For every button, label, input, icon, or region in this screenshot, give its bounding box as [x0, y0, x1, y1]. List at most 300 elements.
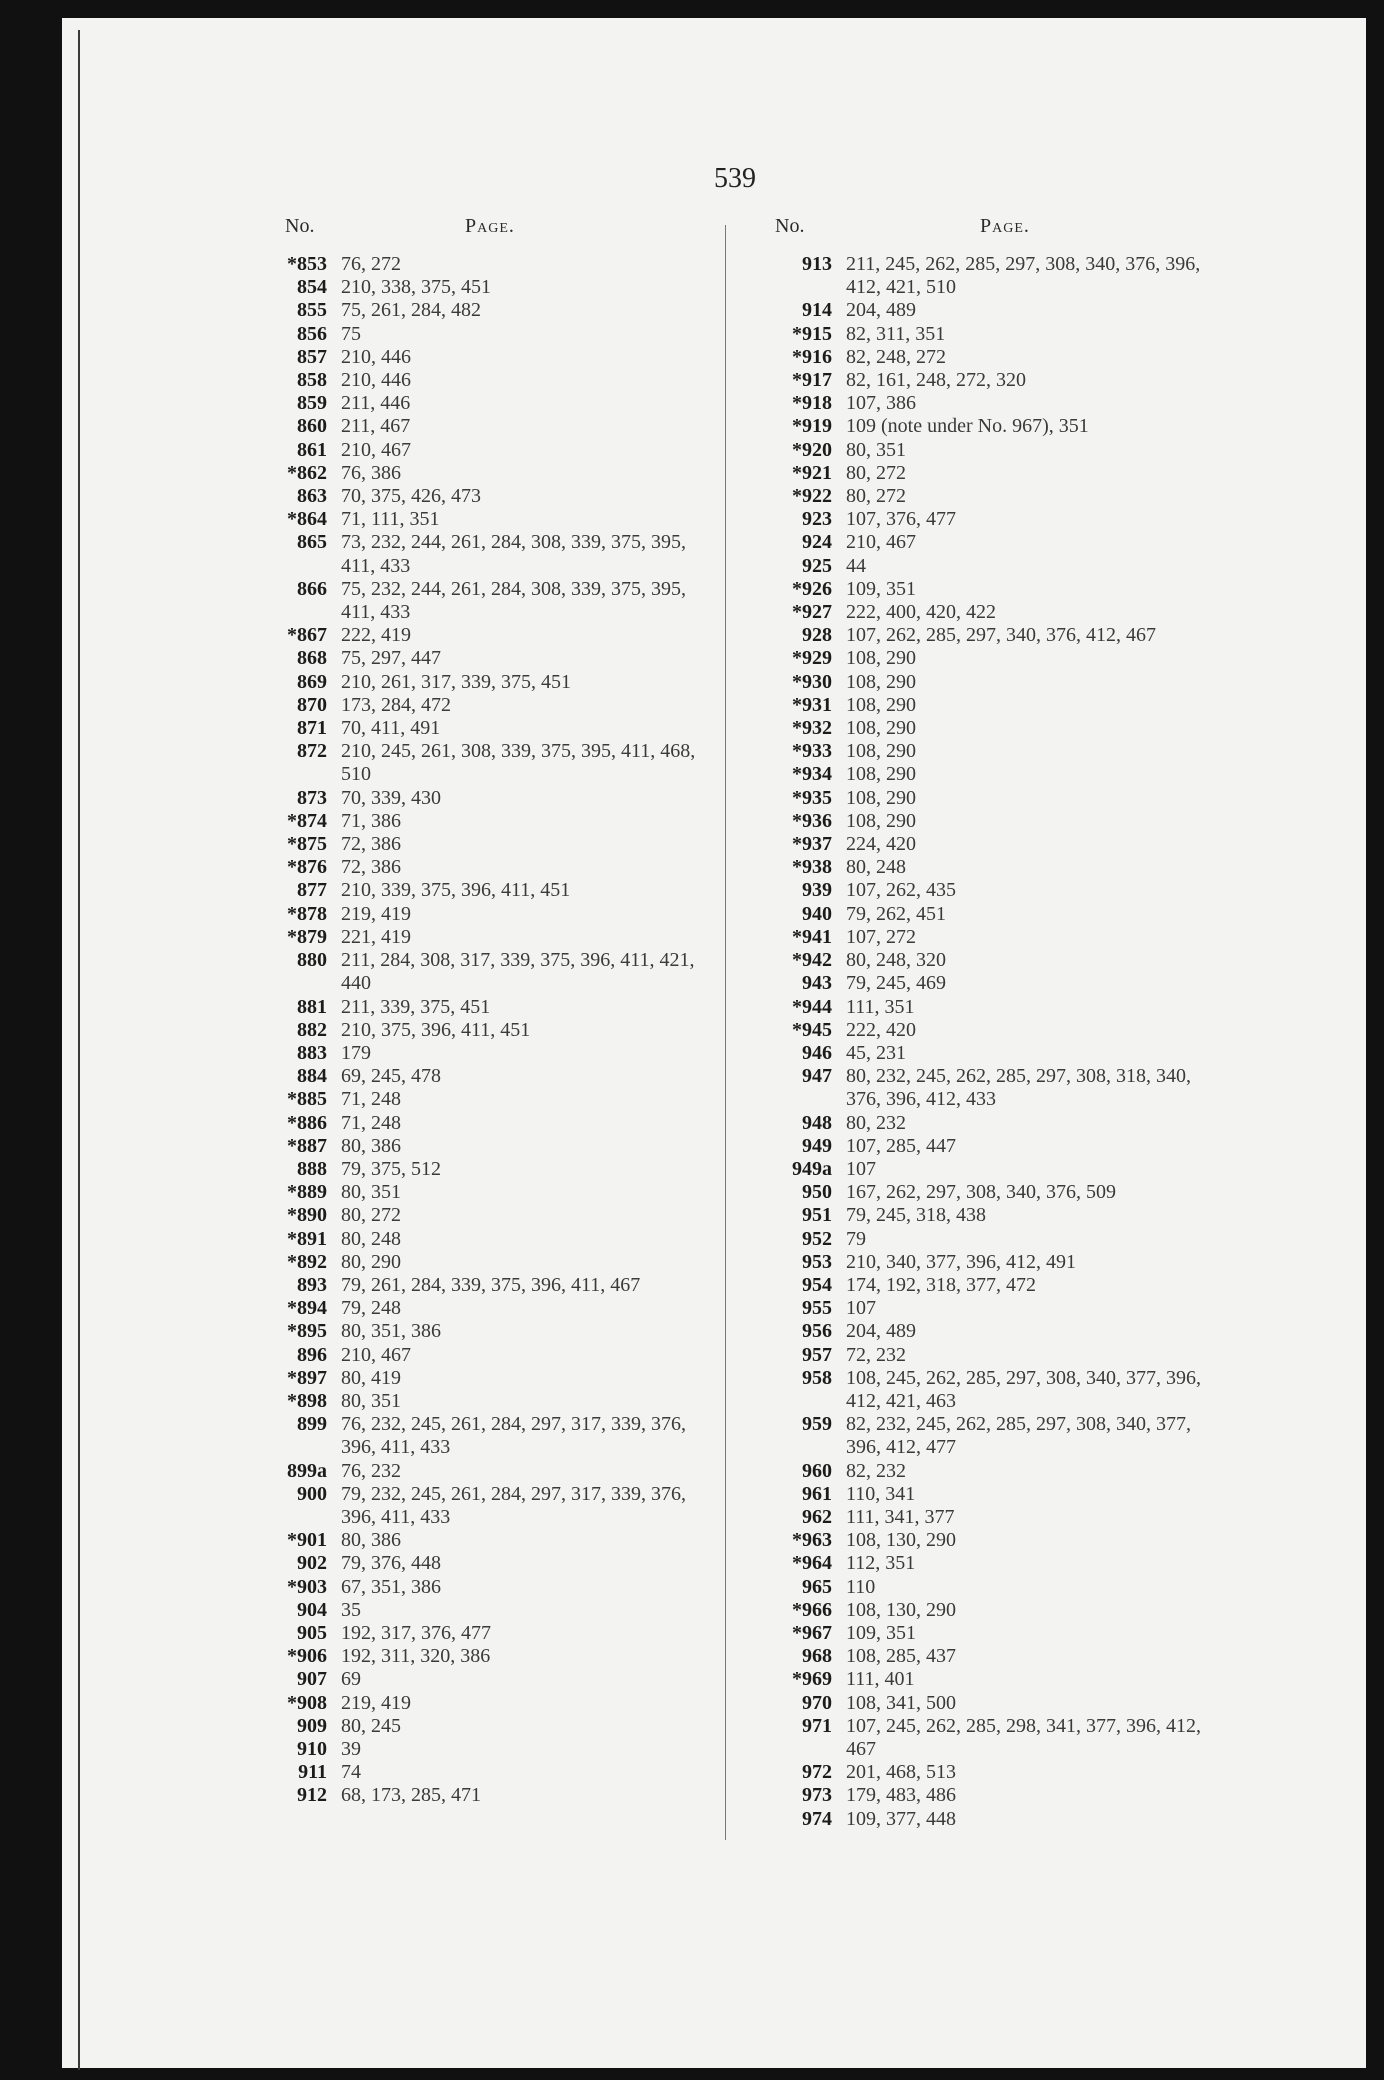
index-entry — [255, 1135, 715, 1158]
entry-pages: 211, 467 — [341, 415, 411, 438]
index-entry — [255, 1761, 715, 1784]
entry-number: *853 — [287, 253, 327, 275]
entry-number: 909 — [297, 1714, 327, 1737]
entry-pages: 69 — [341, 1668, 361, 1691]
entry-pages: 107, 245, 262, 285, 298, 341, 377, 396, 412, 467 — [846, 1714, 1201, 1760]
entry-pages: 111, 351 — [846, 995, 915, 1018]
index-entry — [255, 1529, 715, 1552]
entry-pages: 79 — [846, 1227, 866, 1250]
entry-number: *938 — [792, 856, 832, 879]
entry-pages: 79, 375, 512 — [341, 1157, 441, 1180]
entry-number: *876 — [287, 856, 327, 879]
entry-pages: 109, 351 — [846, 1621, 916, 1644]
entry-pages: 72, 386 — [341, 833, 401, 856]
index-entry — [760, 787, 1230, 810]
entry-pages: 211, 339, 375, 451 — [341, 995, 491, 1018]
index-entry — [255, 1228, 715, 1251]
entry-number: *875 — [287, 833, 327, 856]
entry-pages: 69, 245, 478 — [341, 1065, 441, 1088]
entry-pages: 80, 351 — [846, 438, 906, 461]
entry-number: 882 — [297, 1018, 327, 1041]
index-entry — [760, 439, 1230, 462]
entry-pages: 79, 245, 318, 438 — [846, 1204, 986, 1227]
entry-pages: 210, 446 — [341, 369, 411, 392]
index-entry — [255, 787, 715, 810]
entry-pages: 70, 411, 491 — [341, 717, 441, 740]
entry-pages: 108, 290 — [846, 647, 916, 670]
entry-pages: 76, 232, 245, 261, 284, 297, 317, 339, 376, 396, 411, 433 — [341, 1413, 686, 1459]
entry-number: 948 — [802, 1111, 832, 1134]
entry-number: 961 — [802, 1482, 832, 1505]
entry-number: *915 — [792, 322, 832, 345]
entry-pages: 76, 232 — [341, 1459, 401, 1482]
entry-number: *887 — [287, 1134, 327, 1157]
entry-number: 865 — [297, 531, 327, 554]
entry-pages: 70, 339, 430 — [341, 786, 441, 809]
entry-pages: 79, 262, 451 — [846, 902, 946, 925]
index-entry — [760, 879, 1230, 902]
index-entry — [255, 949, 715, 995]
entry-pages: 68, 173, 285, 471 — [341, 1784, 481, 1807]
entry-number: 952 — [802, 1227, 832, 1250]
entry-pages: 107, 285, 447 — [846, 1134, 956, 1157]
index-entry — [255, 1344, 715, 1367]
entry-number: 870 — [297, 693, 327, 716]
index-entry — [760, 1622, 1230, 1645]
entry-pages: 75, 297, 447 — [341, 647, 441, 670]
index-entry — [255, 1320, 715, 1343]
entry-number: 866 — [297, 577, 327, 600]
index-entry — [760, 1668, 1230, 1691]
entry-pages: 79, 245, 469 — [846, 972, 946, 995]
entry-number: *932 — [792, 717, 832, 740]
entry-number: 971 — [802, 1714, 832, 1737]
index-entry — [760, 462, 1230, 485]
entry-number: 940 — [802, 902, 832, 925]
entry-number: 946 — [802, 1041, 832, 1064]
index-entry — [760, 1158, 1230, 1181]
index-entry — [760, 1599, 1230, 1622]
entry-number: *927 — [792, 601, 832, 624]
entry-pages: 71, 248 — [341, 1088, 401, 1111]
entry-pages: 108, 290 — [846, 670, 916, 693]
entry-pages: 80, 272 — [846, 485, 906, 508]
index-entry — [760, 740, 1230, 763]
entry-pages: 108, 341, 500 — [846, 1691, 956, 1714]
entry-number: 858 — [297, 369, 327, 392]
entry-number: *926 — [792, 577, 832, 600]
entry-number: *916 — [792, 345, 832, 368]
entry-pages: 204, 489 — [846, 299, 916, 322]
index-entry — [760, 601, 1230, 624]
entry-number: *967 — [792, 1621, 832, 1644]
entry-number: *864 — [287, 508, 327, 531]
entry-pages: 108, 290 — [846, 740, 916, 763]
index-entry — [760, 1645, 1230, 1668]
entry-number: *889 — [287, 1181, 327, 1204]
index-entry — [760, 1065, 1230, 1111]
entry-number: *933 — [792, 740, 832, 763]
entry-pages: 174, 192, 318, 377, 472 — [846, 1273, 1036, 1296]
binding-gutter — [78, 30, 80, 2070]
entry-number: *937 — [792, 833, 832, 856]
entry-number: 861 — [297, 438, 327, 461]
entry-number: 960 — [802, 1459, 832, 1482]
header-no: No. — [775, 215, 805, 237]
entry-number: 872 — [297, 740, 327, 763]
index-entry — [255, 810, 715, 833]
entry-pages: 80, 232 — [846, 1111, 906, 1134]
index-entry — [760, 810, 1230, 833]
index-entry — [760, 996, 1230, 1019]
entry-pages: 222, 420 — [846, 1018, 916, 1041]
entry-number: *917 — [792, 369, 832, 392]
entry-number: 868 — [297, 647, 327, 670]
index-entry — [255, 1645, 715, 1668]
index-entry — [255, 485, 715, 508]
entry-pages: 80, 248 — [341, 1227, 401, 1250]
index-entry — [760, 1576, 1230, 1599]
entry-pages: 219, 419 — [341, 902, 411, 925]
entry-pages: 210, 245, 261, 308, 339, 375, 395, 411, 468, 510 — [341, 740, 696, 786]
entry-list — [255, 253, 715, 1808]
entry-number: *874 — [287, 809, 327, 832]
index-entry — [255, 694, 715, 717]
entry-pages: 107, 262, 435 — [846, 879, 956, 902]
entry-number: *930 — [792, 670, 832, 693]
entry-number: 955 — [802, 1297, 832, 1320]
index-entry — [760, 1297, 1230, 1320]
entry-number: 923 — [802, 508, 832, 531]
index-entry — [255, 1019, 715, 1042]
entry-list — [760, 253, 1230, 1831]
entry-number: *903 — [287, 1575, 327, 1598]
index-entry — [255, 508, 715, 531]
column-divider — [725, 225, 726, 1840]
entry-pages: 110 — [846, 1575, 876, 1598]
index-entry — [255, 392, 715, 415]
index-entry — [255, 856, 715, 879]
entry-number: 883 — [297, 1041, 327, 1064]
index-entry — [255, 1251, 715, 1274]
entry-number: *919 — [792, 415, 832, 438]
entry-number: *862 — [287, 461, 327, 484]
index-entry — [760, 1274, 1230, 1297]
index-entry — [255, 1413, 715, 1459]
entry-number: 947 — [802, 1065, 832, 1088]
index-entry — [760, 694, 1230, 717]
entry-pages: 219, 419 — [341, 1691, 411, 1714]
entry-pages: 201, 468, 513 — [846, 1761, 956, 1784]
entry-number: 896 — [297, 1343, 327, 1366]
entry-number: *944 — [792, 995, 832, 1018]
entry-number: *945 — [792, 1018, 832, 1041]
entry-pages: 211, 446 — [341, 392, 411, 415]
index-entry — [255, 1599, 715, 1622]
index-entry — [255, 1738, 715, 1761]
index-entry — [255, 671, 715, 694]
entry-pages: 72, 386 — [341, 856, 401, 879]
index-entry — [255, 1042, 715, 1065]
entry-pages: 76, 272 — [341, 253, 401, 275]
entry-pages: 211, 284, 308, 317, 339, 375, 396, 411, 421, 440 — [341, 949, 695, 995]
entry-pages: 179 — [341, 1041, 371, 1064]
index-entry — [255, 926, 715, 949]
entry-number: 893 — [297, 1273, 327, 1296]
entry-pages: 110, 341 — [846, 1482, 916, 1505]
entry-pages: 108, 285, 437 — [846, 1645, 956, 1668]
entry-number: 943 — [802, 972, 832, 995]
entry-number: 953 — [802, 1250, 832, 1273]
index-entry — [760, 856, 1230, 879]
entry-number: *941 — [792, 925, 832, 948]
index-entry — [255, 1112, 715, 1135]
index-entry — [760, 1019, 1230, 1042]
entry-pages: 80, 232, 245, 262, 285, 297, 308, 318, 340, 376, 396, 412, 433 — [846, 1065, 1191, 1111]
index-entry — [760, 1715, 1230, 1761]
index-entry — [760, 624, 1230, 647]
index-entry — [255, 462, 715, 485]
index-entry — [760, 1135, 1230, 1158]
entry-pages: 109, 351 — [846, 577, 916, 600]
entry-number: *879 — [287, 925, 327, 948]
index-entry — [760, 1808, 1230, 1831]
entry-pages: 80, 290 — [341, 1250, 401, 1273]
index-entry — [760, 323, 1230, 346]
entry-number: 869 — [297, 670, 327, 693]
index-entry — [255, 578, 715, 624]
entry-pages: 80, 248 — [846, 856, 906, 879]
entry-pages: 75, 261, 284, 482 — [341, 299, 481, 322]
index-entry — [760, 926, 1230, 949]
index-entry — [255, 1576, 715, 1599]
entry-pages: 82, 161, 248, 272, 320 — [846, 369, 1026, 392]
entry-number: *920 — [792, 438, 832, 461]
entry-pages: 39 — [341, 1738, 361, 1760]
entry-pages: 179, 483, 486 — [846, 1784, 956, 1807]
entry-number: *890 — [287, 1204, 327, 1227]
entry-number: 949 — [802, 1134, 832, 1157]
index-entry — [760, 1483, 1230, 1506]
entry-pages: 80, 386 — [341, 1134, 401, 1157]
index-entry — [255, 1784, 715, 1807]
entry-number: 907 — [297, 1668, 327, 1691]
entry-number: 857 — [297, 345, 327, 368]
index-entry — [255, 253, 715, 276]
entry-pages: 80, 272 — [341, 1204, 401, 1227]
index-entry — [760, 949, 1230, 972]
entry-number: *886 — [287, 1111, 327, 1134]
entry-pages: 67, 351, 386 — [341, 1575, 441, 1598]
entry-number: 905 — [297, 1621, 327, 1644]
entry-pages: 72, 232 — [846, 1343, 906, 1366]
entry-number: 970 — [802, 1691, 832, 1714]
entry-number: 939 — [802, 879, 832, 902]
entry-number: 863 — [297, 485, 327, 508]
entry-number: 968 — [802, 1645, 832, 1668]
entry-pages: 211, 245, 262, 285, 297, 308, 340, 376, 396, 412, 421, 510 — [846, 253, 1201, 299]
index-entry — [760, 671, 1230, 694]
entry-number: *894 — [287, 1297, 327, 1320]
header-page: Page. — [465, 215, 515, 237]
index-entry — [760, 253, 1230, 299]
entry-pages: 107 — [846, 1157, 876, 1180]
index-entry — [760, 1228, 1230, 1251]
entry-pages: 82, 248, 272 — [846, 345, 946, 368]
entry-pages: 108, 290 — [846, 763, 916, 786]
entry-number: *908 — [287, 1691, 327, 1714]
entry-number: *906 — [287, 1645, 327, 1668]
entry-pages: 80, 386 — [341, 1529, 401, 1552]
entry-pages: 75, 232, 244, 261, 284, 308, 339, 375, 395, 411, 433 — [341, 577, 686, 624]
index-entry — [255, 1668, 715, 1691]
entry-pages: 74 — [341, 1761, 361, 1784]
index-entry — [760, 1112, 1230, 1135]
entry-number: 911 — [298, 1761, 327, 1784]
column-header — [255, 215, 715, 253]
index-entry — [760, 717, 1230, 740]
index-entry — [760, 647, 1230, 670]
entry-number: 856 — [297, 322, 327, 345]
index-entry — [760, 1251, 1230, 1274]
entry-number: 899 — [297, 1413, 327, 1436]
entry-pages: 210, 467 — [341, 438, 411, 461]
entry-pages: 210, 339, 375, 396, 411, 451 — [341, 879, 571, 902]
index-entry — [255, 996, 715, 1019]
entry-number: *969 — [792, 1668, 832, 1691]
entry-number: 959 — [802, 1413, 832, 1436]
entry-pages: 82, 311, 351 — [846, 322, 946, 345]
entry-pages: 210, 467 — [341, 1343, 411, 1366]
index-column-right — [760, 215, 1230, 1831]
entry-number: *922 — [792, 485, 832, 508]
entry-pages: 44 — [846, 554, 866, 577]
index-entry — [760, 485, 1230, 508]
entry-pages: 82, 232 — [846, 1459, 906, 1482]
entry-pages: 111, 341, 377 — [846, 1505, 955, 1528]
index-entry — [255, 369, 715, 392]
index-entry — [760, 1552, 1230, 1575]
entry-number: *931 — [792, 693, 832, 716]
entry-number: *901 — [287, 1529, 327, 1552]
entry-number: *895 — [287, 1320, 327, 1343]
column-header — [760, 215, 1230, 253]
entry-number: 962 — [802, 1505, 832, 1528]
entry-number: 910 — [297, 1738, 327, 1760]
entry-pages: 80, 245 — [341, 1714, 401, 1737]
entry-number: *966 — [792, 1598, 832, 1621]
index-entry — [255, 1460, 715, 1483]
entry-number: *935 — [792, 786, 832, 809]
index-entry — [255, 531, 715, 577]
entry-pages: 109 (note under No. 967), 351 — [846, 415, 1089, 438]
entry-pages: 108, 290 — [846, 693, 916, 716]
entry-pages: 210, 261, 317, 339, 375, 451 — [341, 670, 571, 693]
entry-pages: 76, 386 — [341, 461, 401, 484]
entry-pages: 107, 386 — [846, 392, 916, 415]
entry-number: 957 — [802, 1343, 832, 1366]
header-page: Page. — [980, 215, 1030, 237]
index-entry — [760, 1367, 1230, 1413]
entry-pages: 204, 489 — [846, 1320, 916, 1343]
entry-pages: 75 — [341, 322, 361, 345]
index-entry — [255, 1483, 715, 1529]
index-entry — [760, 1320, 1230, 1343]
index-entry — [255, 1622, 715, 1645]
entry-number: 928 — [802, 624, 832, 647]
entry-pages: 108, 130, 290 — [846, 1529, 956, 1552]
entry-pages: 80, 248, 320 — [846, 949, 946, 972]
entry-number: 884 — [297, 1065, 327, 1088]
entry-number: 881 — [297, 995, 327, 1018]
entry-pages: 109, 377, 448 — [846, 1807, 956, 1830]
index-entry — [255, 439, 715, 462]
entry-pages: 71, 111, 351 — [341, 508, 440, 531]
entry-number: 902 — [297, 1552, 327, 1575]
entry-number: *867 — [287, 624, 327, 647]
index-entry — [760, 1784, 1230, 1807]
index-column-left — [255, 215, 715, 1808]
index-entry — [760, 415, 1230, 438]
entry-pages: 112, 351 — [846, 1552, 916, 1575]
entry-pages: 224, 420 — [846, 833, 916, 856]
entry-pages: 71, 248 — [341, 1111, 401, 1134]
entry-pages: 210, 338, 375, 451 — [341, 276, 491, 299]
index-entry — [255, 1065, 715, 1088]
index-entry — [255, 1715, 715, 1738]
entry-pages: 210, 467 — [846, 531, 916, 554]
index-entry — [255, 1274, 715, 1297]
entry-pages: 80, 272 — [846, 461, 906, 484]
entry-number: 965 — [802, 1575, 832, 1598]
entry-number: *964 — [792, 1552, 832, 1575]
index-entry — [255, 647, 715, 670]
entry-number: *891 — [287, 1227, 327, 1250]
entry-pages: 221, 419 — [341, 925, 411, 948]
entry-number: 873 — [297, 786, 327, 809]
entry-number: 888 — [297, 1157, 327, 1180]
index-entry — [255, 299, 715, 322]
index-entry — [760, 531, 1230, 554]
index-entry — [255, 740, 715, 786]
entry-number: *963 — [792, 1529, 832, 1552]
entry-pages: 192, 317, 376, 477 — [341, 1621, 491, 1644]
index-entry — [255, 323, 715, 346]
entry-pages: 45, 231 — [846, 1041, 906, 1064]
index-entry — [760, 299, 1230, 322]
entry-number: 972 — [802, 1761, 832, 1784]
entry-number: 877 — [297, 879, 327, 902]
entry-pages: 80, 351 — [341, 1389, 401, 1412]
index-entry — [760, 1529, 1230, 1552]
entry-number: *942 — [792, 949, 832, 972]
entry-pages: 108, 130, 290 — [846, 1598, 956, 1621]
entry-pages: 167, 262, 297, 308, 340, 376, 509 — [846, 1181, 1116, 1204]
entry-pages: 222, 400, 420, 422 — [846, 601, 996, 624]
entry-number: 854 — [297, 276, 327, 299]
entry-number: 914 — [802, 299, 832, 322]
entry-pages: 192, 311, 320, 386 — [341, 1645, 491, 1668]
entry-pages: 210, 340, 377, 396, 412, 491 — [846, 1250, 1076, 1273]
entry-number: 974 — [802, 1807, 832, 1830]
index-entry — [255, 346, 715, 369]
index-entry — [760, 1692, 1230, 1715]
index-entry — [255, 1552, 715, 1575]
entry-number: *929 — [792, 647, 832, 670]
entry-pages: 70, 375, 426, 473 — [341, 485, 481, 508]
entry-number: 958 — [802, 1366, 832, 1389]
index-entry — [760, 369, 1230, 392]
